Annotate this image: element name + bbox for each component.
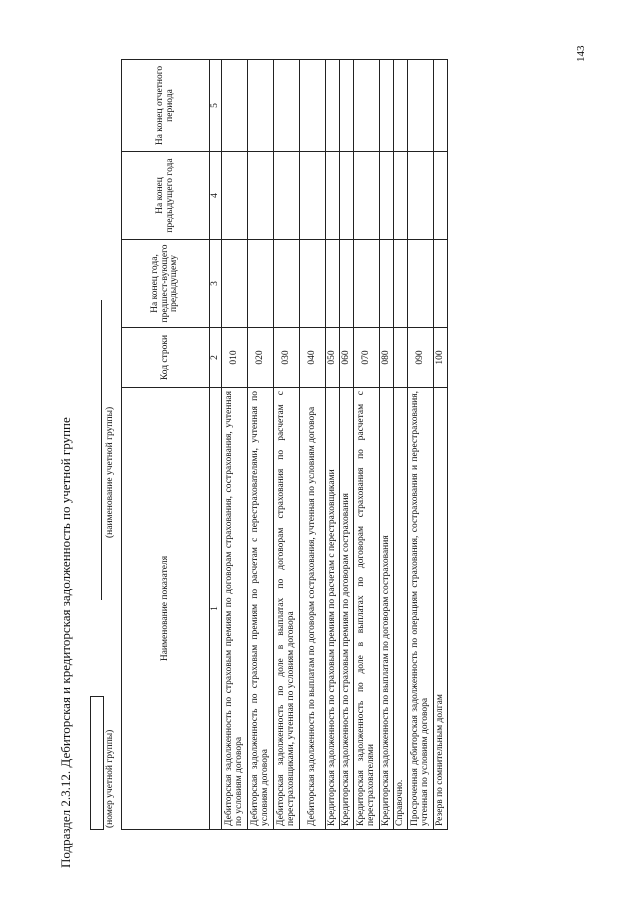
value-cell [354,60,380,152]
value-cell [408,152,434,240]
column-number: 1 [210,388,222,830]
table-row [394,60,408,830]
table-row [408,60,434,830]
header-end-of-year-before-previous: На конец года, предшест-вующего предыдущему [122,240,210,328]
receivables-payables-table [121,59,448,830]
row-code: 030 [274,328,300,388]
row-name: Дебиторская задолженность по выплатам по договорам сострахования, учтенная по условиям договора [300,388,326,830]
table-row [274,60,300,830]
value-cell [222,240,248,328]
value-cell [326,240,340,328]
table-header-row [122,60,210,830]
row-name: Кредиторская задолженность по страховым премиям по расчетам с перестраховщиками [326,388,340,830]
table-row [222,60,248,830]
value-cell [394,60,408,152]
header-indicator-name: Наименование показателя [122,388,210,830]
value-cell [248,60,274,152]
row-name: Кредиторская задолженность по доле в выплатах по договорам страхования по расчетам с перестрахователями [354,388,380,830]
row-name: Кредиторская задолженность по страховым премиям по договорам сострахования [340,388,354,830]
row-name: Дебиторская задолженность по страховым премиям по расчетам с перестрахователями, учтенная по условиям договора [248,388,274,830]
value-cell [394,240,408,328]
value-cell [408,60,434,152]
row-name: Просроченная дебиторская задолженность по операциям страхования, сострахования и перестрахования, учтенная по условиям договора [408,388,434,830]
value-cell [222,60,248,152]
header-end-of-reporting-period: На конец отчетного периода [122,60,210,152]
table-row [326,60,340,830]
value-cell [340,60,354,152]
value-cell [380,240,394,328]
row-name: Дебиторская задолженность по страховым премиям по договорам страхования, сострахования, учтенная по условиям договора [222,388,248,830]
value-cell [434,240,448,328]
column-number-row [210,60,222,830]
value-cell [354,152,380,240]
value-cell [408,240,434,328]
row-code: 080 [380,328,394,388]
value-cell [274,60,300,152]
row-name: Резерв по сомнительным долгам [434,388,448,830]
table-row [434,60,448,830]
header-end-of-previous-year: На конец предыдущего года [122,152,210,240]
section-heading: Подраздел 2.3.12. Дебиторская и кредиторская задолженность по учетной группе [58,417,73,868]
value-cell [340,240,354,328]
rotated-page-content [58,58,445,868]
group-number-label: (номер учетной группы) [105,729,115,828]
row-code: 090 [408,328,434,388]
value-cell [380,152,394,240]
column-number: 3 [210,240,222,328]
group-number-box [90,696,104,830]
value-cell [222,152,248,240]
table-row [380,60,394,830]
column-number: 4 [210,152,222,240]
value-cell [354,240,380,328]
row-code: 050 [326,328,340,388]
row-code: 010 [222,328,248,388]
column-number: 5 [210,60,222,152]
value-cell [380,60,394,152]
value-cell [248,152,274,240]
row-code: 020 [248,328,274,388]
group-name-label: (наименование учетной группы) [105,406,115,538]
table-row [340,60,354,830]
group-name-line [101,300,102,600]
row-code: 070 [354,328,380,388]
value-cell [274,240,300,328]
value-cell [434,60,448,152]
value-cell [394,152,408,240]
value-cell [300,60,326,152]
header-row-code: Код строки [122,328,210,388]
column-number: 2 [210,328,222,388]
page-number: 143 [575,45,587,62]
row-name: Дебиторская задолженность по доле в выплатах по договорам страхования по расчетам с перестраховщиками, учтенная по условиям договора [274,388,300,830]
value-cell [434,152,448,240]
value-cell [326,152,340,240]
value-cell [340,152,354,240]
row-code: 060 [340,328,354,388]
table-row [300,60,326,830]
value-cell [326,60,340,152]
row-name: Справочно. [394,388,408,830]
value-cell [274,152,300,240]
table-row [248,60,274,830]
value-cell [248,240,274,328]
value-cell [300,152,326,240]
row-code: 100 [434,328,448,388]
table-row [354,60,380,830]
row-code: 040 [300,328,326,388]
row-code [394,328,408,388]
value-cell [300,240,326,328]
row-name: Кредиторская задолженность по выплатам по договорам сострахования [380,388,394,830]
